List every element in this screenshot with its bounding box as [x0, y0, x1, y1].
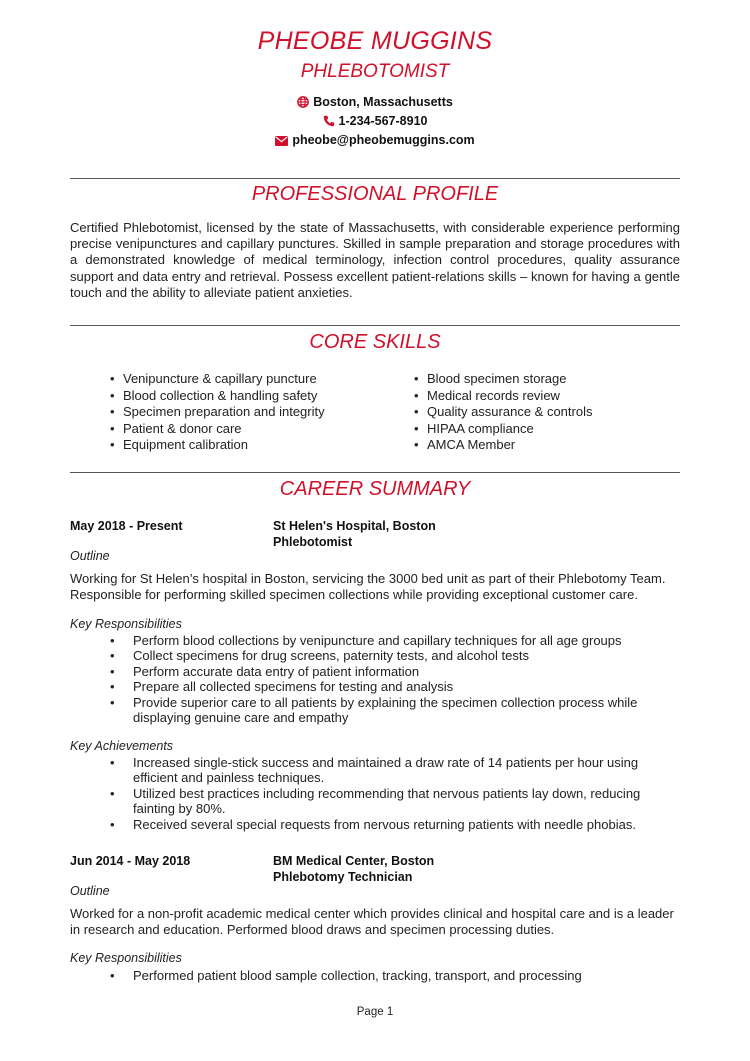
skill-item: • Venipuncture & capillary puncture: [110, 371, 400, 388]
skill-item: • Blood specimen storage: [414, 371, 680, 388]
job-dates: Jun 2014 - May 2018: [70, 854, 191, 868]
job-outline: Worked for a non-profit academic medical center which provides clinical and hospital care and is a leader in research and education. Performed blood draws and specimen processing duties.: [70, 906, 674, 938]
list-item: • Increased single-stick success and maintained a draw rate of 14 patients per hour using efficient and painless techniques.: [110, 755, 680, 786]
skill-item: • Medical records review: [414, 388, 680, 405]
skill-item: • Specimen preparation and integrity: [110, 404, 400, 421]
skill-item: • AMCA Member: [414, 437, 680, 454]
list-item: • Prepare all collected specimens for testing and analysis: [110, 679, 680, 694]
job-role: Phlebotomy Technician: [273, 870, 413, 884]
list-item: • Perform blood collections by venipuncture and capillary techniques for all age groups: [110, 633, 680, 648]
skills-left-list: [110, 371, 400, 454]
page-number: Page 1: [356, 1006, 394, 1018]
responsibilities-label: Key Responsibilities: [70, 951, 182, 965]
list-item: • Received several special requests from nervous returning patients with needle phobias.: [110, 817, 680, 832]
list-item: • Performed patient blood sample collection, tracking, transport, and processing: [110, 968, 680, 983]
skill-item: • Patient & donor care: [110, 421, 400, 438]
candidate-title: PHLEBOTOMIST: [300, 61, 450, 82]
location-text: Boston, Massachusetts: [313, 95, 453, 109]
skill-item: • HIPAA compliance: [414, 421, 680, 438]
skills-right-list: [414, 371, 680, 454]
profile-text: Certified Phlebotomist, licensed by the state of Massachusetts, with considerable experience performing precise venipunctures and capillary punctures. Skilled in sample preparation and storage procedures with a demonstrated knowledge of medical terminology, infection control procedures, quality assurance support and data entry and retrieval. Possess excellent patient-relations skills – known for having a gentle touch and the ability to alleviate patient anxieties.: [70, 220, 680, 300]
list-item: • Provide superior care to all patients by explaining the specimen collection process while displaying genuine care and empathy: [110, 695, 680, 726]
list-item: • Utilized best practices including recommending that nervous patients lay down, reducing fainting by 80%.: [110, 786, 680, 817]
outline-label: Outline: [70, 884, 110, 898]
divider: [70, 472, 680, 473]
achievements-label: Key Achievements: [70, 739, 174, 753]
globe-icon: [297, 96, 309, 108]
contact-phone: [0, 114, 750, 128]
contact-location: [0, 95, 750, 109]
outline-label: Outline: [70, 549, 110, 563]
phone-icon: [323, 115, 335, 127]
list-item: • Collect specimens for drug screens, paternity tests, and alcohol tests: [110, 648, 680, 663]
skill-item: • Blood collection & handling safety: [110, 388, 400, 405]
job-role: Phlebotomist: [273, 535, 353, 549]
job-employer: BM Medical Center, Boston: [273, 854, 435, 868]
list-item: • Perform accurate data entry of patient information: [110, 664, 680, 679]
email-text: pheobe@pheobemuggins.com: [292, 133, 475, 147]
job-dates: May 2018 - Present: [70, 519, 183, 533]
profile-heading: PROFESSIONAL PROFILE: [251, 183, 499, 205]
divider: [70, 178, 680, 179]
contact-email: [0, 133, 750, 147]
envelope-icon: [275, 136, 288, 146]
skills-heading: CORE SKILLS: [309, 331, 441, 353]
divider: [70, 325, 680, 326]
candidate-name: PHEOBE MUGGINS: [257, 27, 493, 55]
achievements-list: [110, 755, 680, 832]
skill-item: • Equipment calibration: [110, 437, 400, 454]
responsibilities-label: Key Responsibilities: [70, 617, 182, 631]
responsibilities-list: [110, 633, 680, 725]
phone-text: 1-234-567-8910: [338, 114, 428, 128]
career-heading: CAREER SUMMARY: [279, 478, 471, 500]
skill-item: • Quality assurance & controls: [414, 404, 680, 421]
responsibilities-list: [110, 968, 680, 983]
job-employer: St Helen's Hospital, Boston: [273, 519, 436, 533]
job-outline: Working for St Helen’s hospital in Boston, servicing the 3000 bed unit as part of their Phlebotomy Team. Responsible for performing skilled specimen collections while providing exceptional customer care.: [70, 571, 666, 603]
